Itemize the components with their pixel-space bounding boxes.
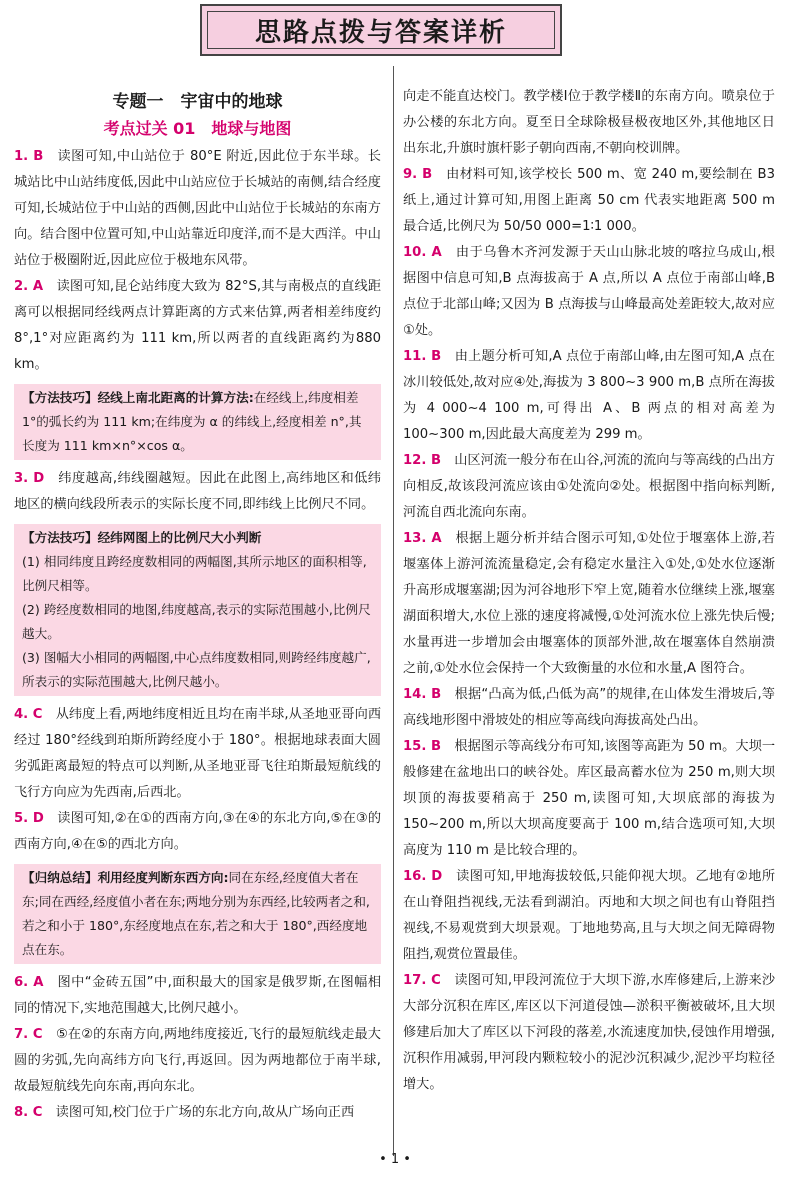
answer-item: 14. B 根据“凸高为低,凸低为高”的规律,在山体发生滑坡后,等高线地形图中滑坡处的相应等高线向海拔高处凸出。 bbox=[403, 687, 775, 728]
tip-box: 【方法技巧】经线上南北距离的计算方法:在经线上,纬度相差 1°的弧长约为 111 km;在纬度为 α 的纬线上,经度相差 n°,其长度为 111 km×n°×cos α。 bbox=[14, 384, 381, 460]
answer-item: 4. C 从纬度上看,两地纬度相近且均在南半球,从圣地亚哥向西经过 180°经线到珀斯所跨经度小于 180°。根据地球表面大圆劣弧距离最短的特点可以判断,从圣地亚哥飞往珀斯最短航线的飞行方向应为先西南,后西北。 bbox=[14, 707, 382, 800]
page-number: • 1 • bbox=[379, 1152, 411, 1167]
answer-item: 1. B 读图可知,中山站位于 80°E 附近,因此位于东半球。长城站比中山站纬度低,因此中山站应位于长城站的南侧,结合经度可知,长城站位于中山站的西侧,因此中山站位于长城站的东南方向。结合图中位置可知,中山站靠近印度洋,而不是大西洋。中山站位于极圈附近,因此应位于极地东风带。 bbox=[14, 149, 381, 268]
answer-item: 8. C 读图可知,校门位于广场的东北方向,故从广场向正西 bbox=[14, 1105, 355, 1120]
subsection-title: 考点过关 01 地球与地图 bbox=[103, 119, 292, 138]
answer-item: 12. B 山区河流一般分布在山谷,河流的流向与等高线的凸出方向相反,故该段河流应该由①处流向②处。根据图中指向标判断,河流自西北流向东南。 bbox=[403, 453, 775, 520]
summary-box: 【归纳总结】利用经度判断东西方向:同在东经,经度值大者在东;同在西经,经度值小者在东;两地分别为东西经,比较两者之和,若之和小于 180°,东经度地点在东,若之和大于 180°,西经度地点在东。 bbox=[14, 864, 381, 964]
banner-title: 思路点拨与答案详析 bbox=[207, 11, 555, 49]
right-column bbox=[403, 84, 775, 1098]
answer-item: 15. B 根据图示等高线分布可知,该图等高距为 50 m。大坝一般修建在盆地出口的峡谷处。库区最高蓄水位为 250 m,则大坝坝顶的海拔要稍高于 250 m,读图可知,大坝底部的海拔为 150~200 m,所以大坝高度要高于 100 m,结合选项可知,大坝高度为 110 m 是比较合理的。 bbox=[403, 739, 776, 858]
answer-item: 6. A 图中“金砖五国”中,面积最大的国家是俄罗斯,在图幅相同的情况下,实地范围越大,比例尺越小。 bbox=[14, 975, 382, 1016]
answer-item: 13. A 根据上题分析并结合图示可知,①处位于堰塞体上游,若堰塞体上游河流流量稳定,会有稳定水量注入①处,①处水位逐渐升高形成堰塞湖;因为河谷地形下窄上宽,随着水位继续上涨,堰塞湖面积增大,水位上涨的速度将减慢,①处河流水位上涨先快后慢;水量再进一步增加会由堰塞体的顶部外泄,故在堰塞体自然崩溃之前,①处水位会保持一个大致衡量的水位和水量,A 图符合。 bbox=[403, 531, 775, 676]
answer-item: 11. B 由上题分析可知,A 点位于南部山峰,由左图可知,A 点在冰川较低处,故对应④处,海拔为 3 800~3 900 m,B 点所在海拔为 4 000~4 100 m,可得出 A、B 两点的相对高差为 100~300 m,因此最大高度差为 299 m。 bbox=[403, 349, 775, 442]
answer-item: 7. C ⑤在②的东南方向,两地纬度接近,飞行的最短航线走最大圆的劣弧,先向高纬方向飞行,再返回。因为两地都位于南半球,故最短航线先向东南,再向东北。 bbox=[14, 1027, 381, 1094]
answer-item: 2. A 读图可知,昆仑站纬度大致为 82°S,其与南极点的直线距离可以根据同经线两点计算距离的方式来估算,两者相差纬度约 8°,1°对应距离约为 111 km,所以两者的直线距离约为880 km。 bbox=[14, 279, 382, 372]
answer-item: 16. D 读图可知,甲地海拔较低,只能仰视大坝。乙地有②地所在山脊阻挡视线,无法看到湖泊。丙地和大坝之间也有山脊阻挡视线,不易观赏到大坝景观。丁地地势高,且与大坝之间无障碍物阻挡,观赏位置最佳。 bbox=[403, 869, 776, 962]
answer-item: 3. D 纬度越高,纬线圈越短。因此在此图上,高纬地区和低纬地区的横向线段所表示的实际长度不同,即纬线上比例尺不同。 bbox=[14, 471, 381, 512]
answer-item-continued: 向走不能直达校门。教学楼Ⅰ位于教学楼Ⅱ的东南方向。喷泉位于办公楼的东北方向。夏至日全球除极昼极夜地区外,其他地区日出东北,升旗时旗杆影子朝向西南,不朝向校训牌。 bbox=[403, 89, 775, 156]
page-banner bbox=[200, 4, 562, 56]
left-column bbox=[14, 80, 381, 1126]
section-title: 专题一 宇宙中的地球 bbox=[112, 92, 283, 112]
answer-item: 9. B 由材料可知,该学校长 500 m、宽 240 m,要绘制在 B3 纸上,通过计算可知,用图上距离 50 cm 代表实地距离 500 m 最合适,比例尺为 50/50 000=1∶1 000。 bbox=[403, 167, 775, 234]
column-divider bbox=[393, 66, 394, 1156]
answer-item: 17. C 读图可知,甲段河流位于大坝下游,水库修建后,上游来沙大部分沉积在库区,库区以下河道侵蚀—淤积平衡被破坏,且大坝修建后加大了库区以下河段的落差,水流速度加快,侵蚀作用增强,沉积作用减弱,甲河段内颗粒较小的泥沙沉积减少,泥沙平均粒径增大。 bbox=[403, 973, 776, 1092]
answer-item: 10. A 由于乌鲁木齐河发源于天山山脉北坡的喀拉乌成山,根据图中信息可知,B 点海拔高于 A 点,所以 A 点位于南部山峰,B 点位于北部山峰;又因为 B 点海拔与山峰最高处差距较大,故对应①处。 bbox=[403, 245, 775, 338]
tip-box: 【方法技巧】经纬网图上的比例尺大小判断 (1) 相同纬度且跨经度数相同的两幅图,其所示地区的面积相等,比例尺相等。 (2) 跨经度数相同的地图,纬度越高,表示的实际范围越小,比例尺越大。 (3) 图幅大小相同的两幅图,中心点纬度数相同,则跨经纬度越广,所表示的实际范围越大,比例尺越小。 bbox=[14, 524, 381, 696]
answer-item: 5. D 读图可知,②在①的西南方向,③在④的东北方向,⑤在③的西南方向,④在⑤的西北方向。 bbox=[14, 811, 382, 852]
